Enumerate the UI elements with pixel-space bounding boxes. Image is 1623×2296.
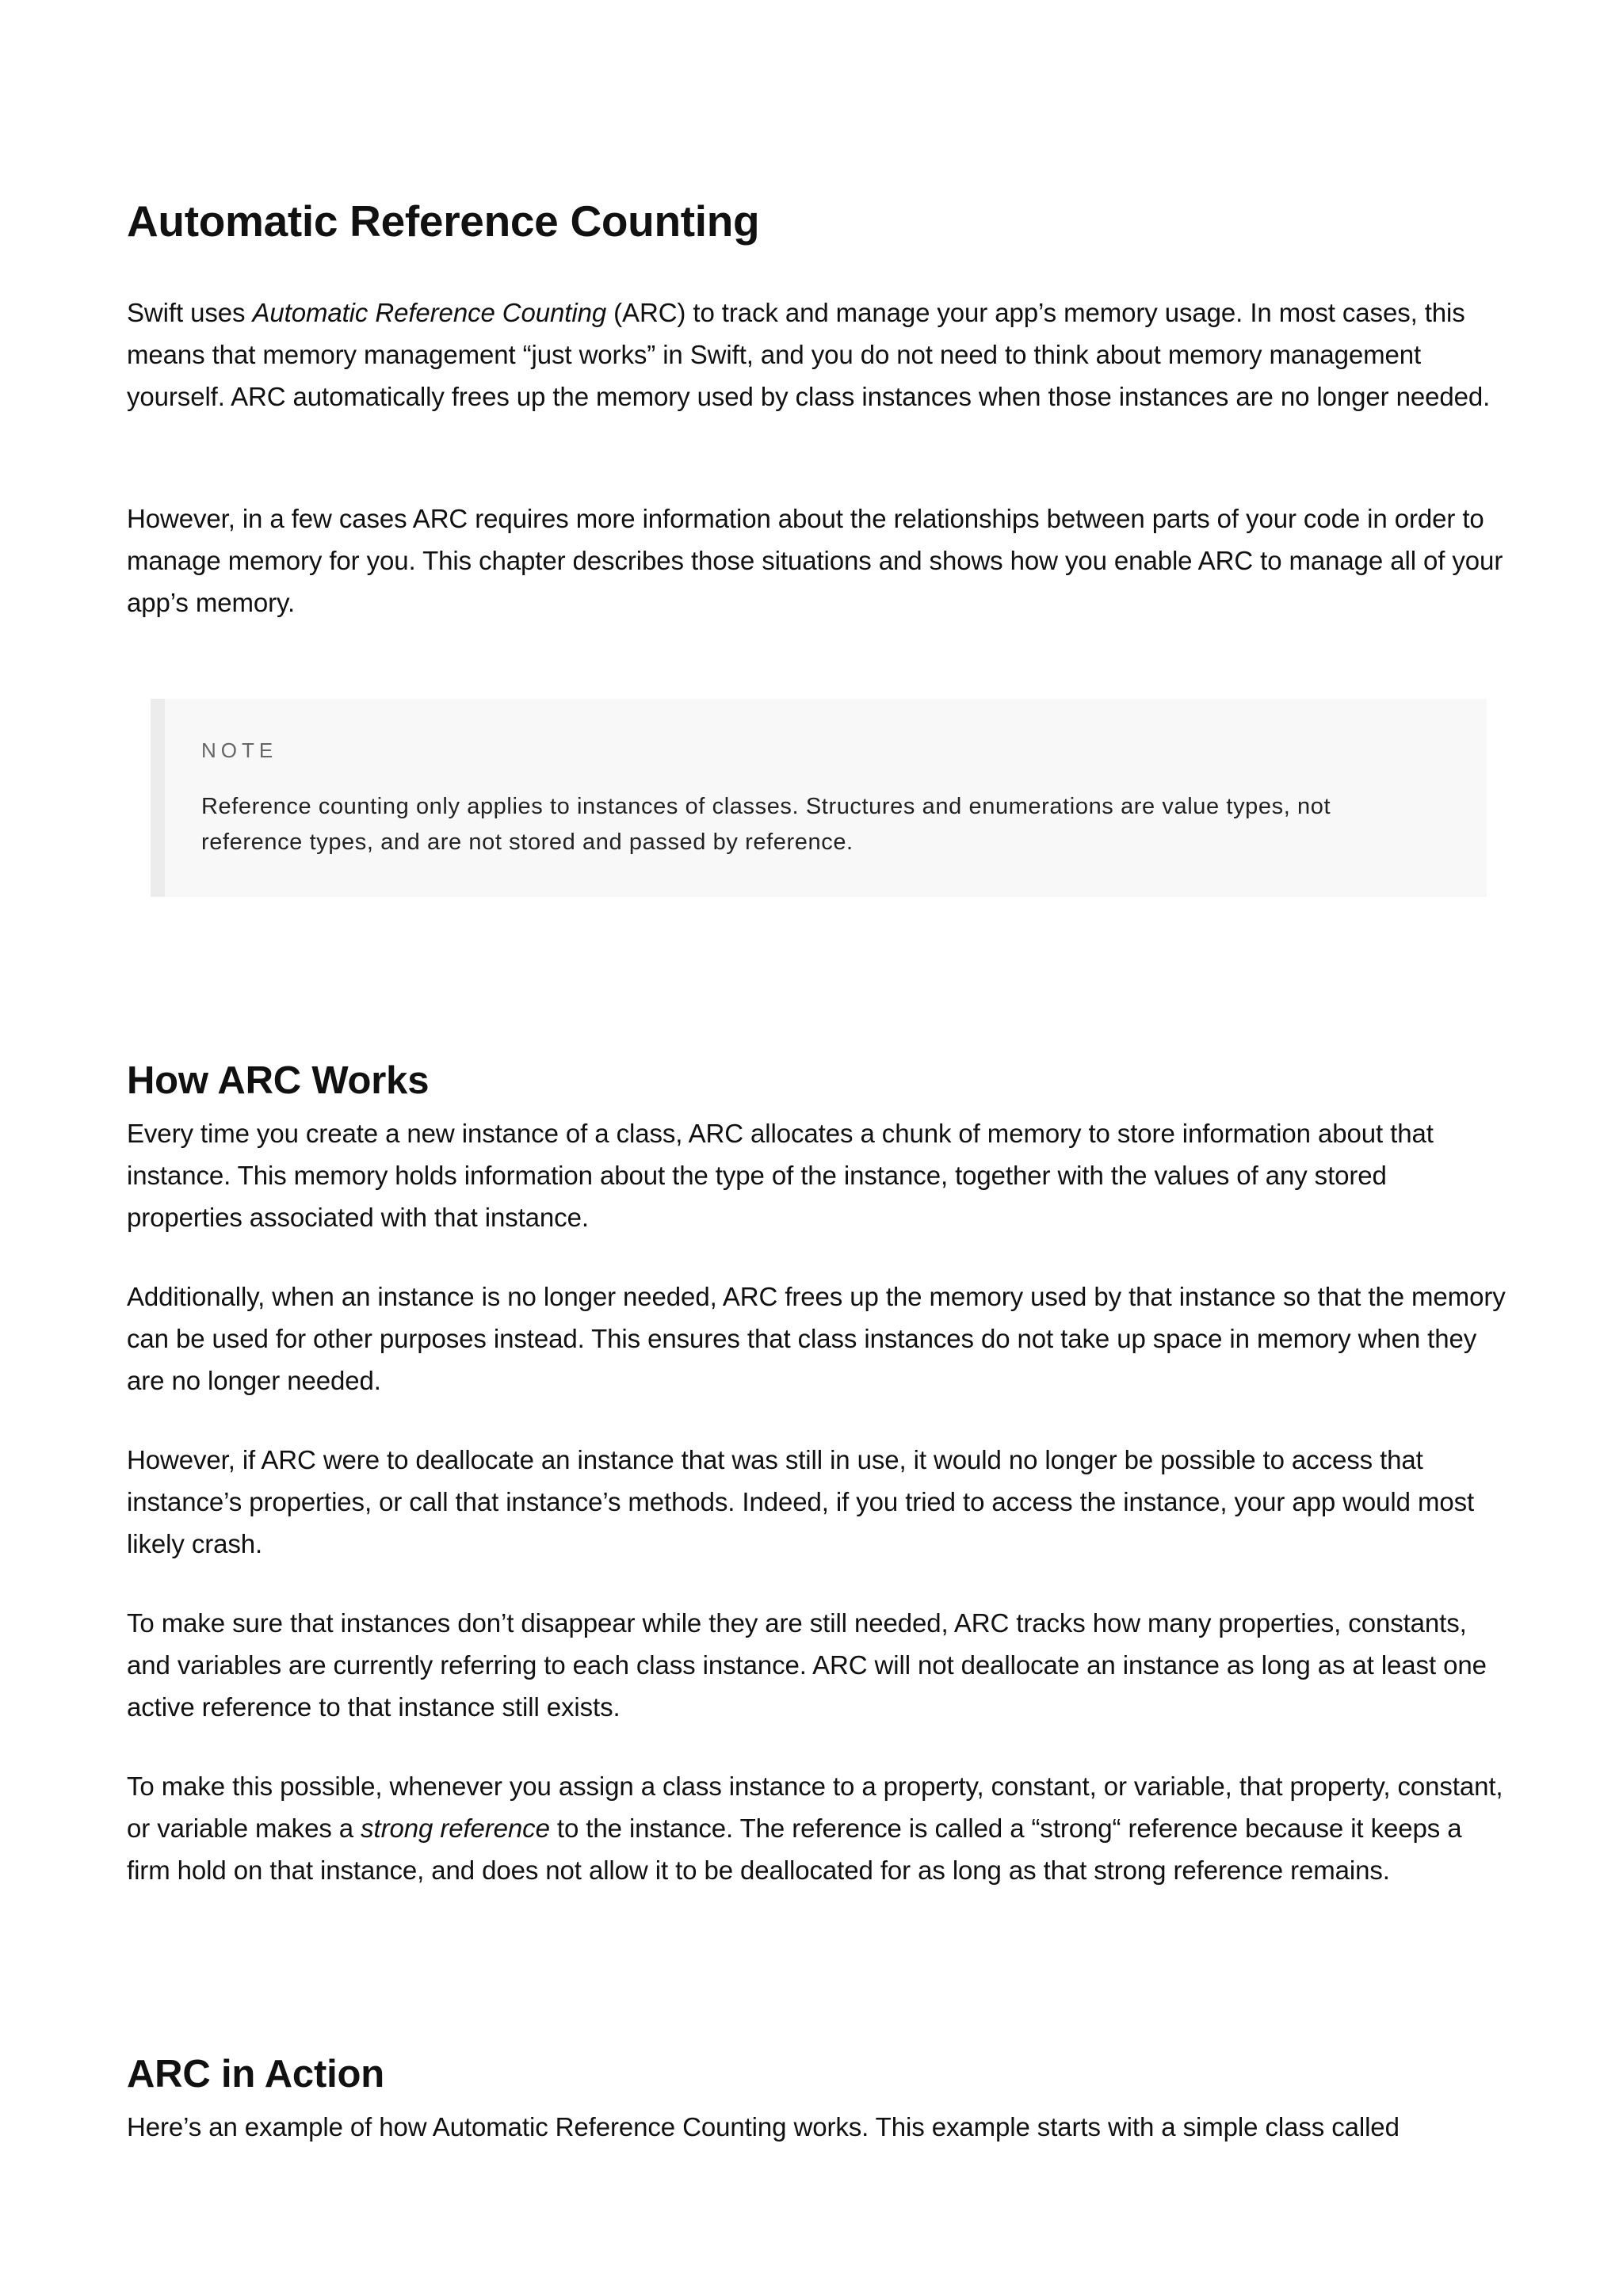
intro-paragraph-1	[127, 292, 1506, 418]
how-arc-works-paragraph-4: To make sure that instances don’t disappear while they are still needed, ARC tracks how many properties, constants, and variables are currently referring to each class instance. ARC will not deallocate an instance as long as at least one active reference to that instance still exists.	[127, 1608, 1487, 1722]
how-arc-works-p5-text-after: to the instance. The reference is called a “strong“ reference because it keeps a firm hold on that instance, and does not allow it to be deallocated for as long as that strong reference remains.	[127, 1814, 1462, 1885]
note-text: Reference counting only applies to instances of classes. Structures and enumerations are value types, not reference types, and are not stored and passed by reference.	[201, 794, 1331, 855]
how-arc-works-p5-emphasis: strong reference	[361, 1814, 550, 1843]
how-arc-works-paragraph-2: Additionally, when an instance is no longer needed, ARC frees up the memory used by that instance so that the memory can be used for other purposes instead. This ensures that class instances do not take up space in memory when they are no longer needed.	[127, 1282, 1506, 1395]
page-title: Automatic Reference Counting	[127, 196, 760, 246]
intro-p1-text-before: Swift uses	[127, 298, 253, 327]
section-heading-arc-in-action: ARC in Action	[127, 2053, 384, 2096]
how-arc-works-paragraph-1: Every time you create a new instance of a class, ARC allocates a chunk of memory to store information about that instance. This memory holds information about the type of the instance, together with the values of any stored properties associated with that instance.	[127, 1119, 1434, 1232]
intro-p1-text-after: (ARC) to track and manage your app’s memory usage. In most cases, this means that memory management “just works” in Swift, and you do not need to think about memory management yourself. ARC automatically frees up the memory used by class instances when those instances are no longer needed.	[127, 298, 1491, 411]
note-box	[151, 699, 1487, 897]
note-label: NOTE	[201, 738, 278, 762]
intro-paragraph-2: However, in a few cases ARC requires more information about the relationships between parts of your code in order to manage memory for you. This chapter describes those situations and shows how you enable ARC to manage all of your app’s memory.	[127, 504, 1503, 617]
how-arc-works-paragraph-5	[127, 1765, 1506, 1891]
how-arc-works-paragraph-3: However, if ARC were to deallocate an instance that was still in use, it would no longer be possible to access that instance’s properties, or call that instance’s methods. Indeed, if you tried to access the instance, your app would most likely crash.	[127, 1445, 1475, 1558]
section-heading-how-arc-works: How ARC Works	[127, 1059, 430, 1102]
arc-in-action-paragraph-1: Here’s an example of how Automatic Reference Counting works. This example starts with a simple class called	[127, 2112, 1400, 2142]
how-arc-works-p5-text-before: To make this possible, whenever you assign a class instance to a property, constant, or variable, that property, constant, or variable makes a	[127, 1772, 1503, 1843]
intro-p1-emphasis: Automatic Reference Counting	[252, 298, 607, 327]
